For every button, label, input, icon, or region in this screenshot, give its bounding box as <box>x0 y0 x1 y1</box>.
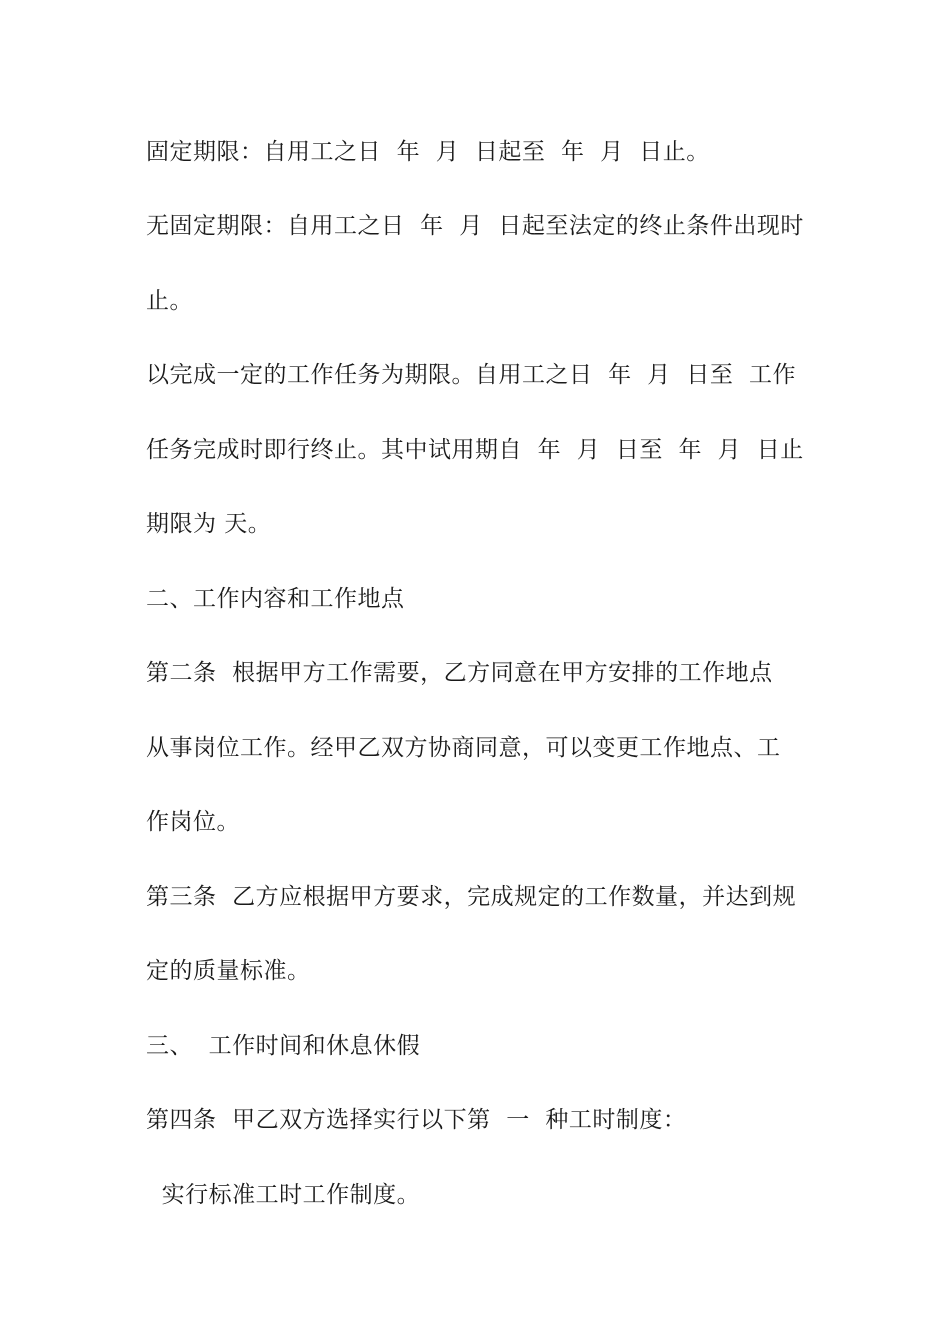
section-heading: 三、 工作时间和休息休假 <box>146 1033 421 1059</box>
text-line: 任务完成时即行终止。其中试用期自 年 月 日至 年 月 日止 <box>146 437 804 463</box>
text-line: 无固定期限：自用工之日 年 月 日起至法定的终止条件出现时 <box>146 213 804 239</box>
text-line: 作岗位。 <box>146 809 240 835</box>
text-line: 从事岗位工作。经甲乙双方协商同意，可以变更工作地点、工 <box>146 735 781 761</box>
text-line: 固定期限：自用工之日 年 月 日起至 年 月 日止。 <box>146 139 710 165</box>
text-line: 第二条 根据甲方工作需要，乙方同意在甲方安排的工作地点 <box>146 660 773 686</box>
section-heading: 二、工作内容和工作地点 <box>146 586 405 612</box>
text-line: 以完成一定的工作任务为期限。自用工之日 年 月 日至 工作 <box>146 362 796 388</box>
text-line: 止。 <box>146 288 193 314</box>
text-line: 定的质量标准。 <box>146 958 311 984</box>
text-line: 实行标准工时工作制度。 <box>146 1182 421 1208</box>
text-line: 第四条 甲乙双方选择实行以下第 一 种工时制度： <box>146 1107 687 1133</box>
text-line: 期限为 天。 <box>146 511 272 537</box>
text-line: 第三条 乙方应根据甲方要求，完成规定的工作数量，并达到规 <box>146 884 797 910</box>
